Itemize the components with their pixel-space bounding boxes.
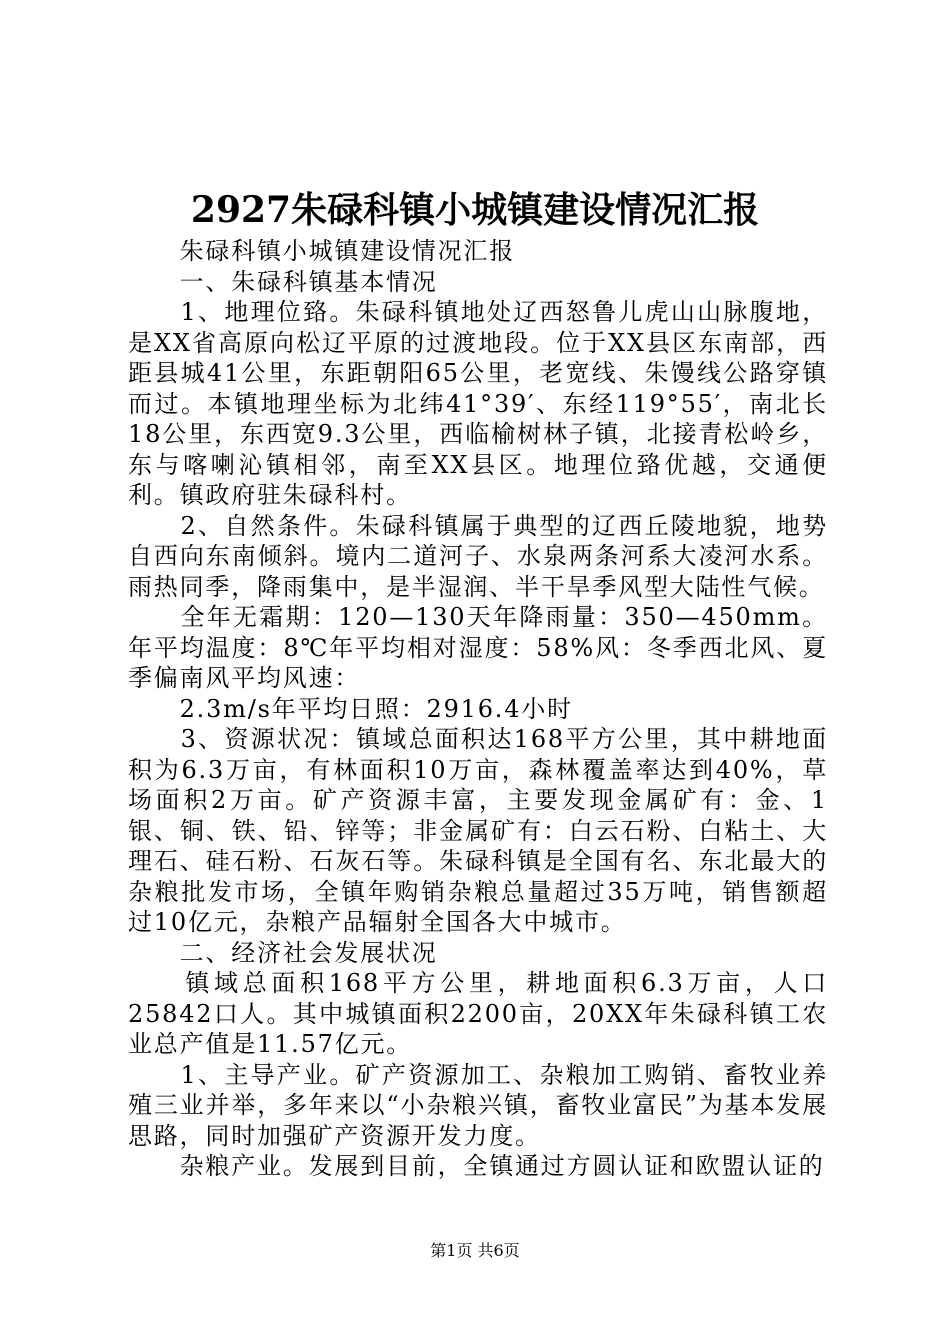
paragraph: 全年无霜期：120—130天年降雨量：350—450mm。年平均温度：8℃年平均相对湿度：58%风：冬季西北风、夏季偏南风平均风速：: [128, 603, 828, 692]
paragraph: 3、资源状况：镇域总面积达168平方公里，其中耕地面积为6.3万亩，有林面积10万亩，森林覆盖率达到40%，草场面积2万亩。矿产资源丰富，主要发现金属矿有：金、1银、铜、铁、铅、锌等；非金属矿有：白云石粉、白粘土、大理石、硅石粉、石灰石等。朱碌科镇是全国有名、东北最大的杂粮批发市场，全镇年购销杂粮总量超过35万吨，销售额超过10亿元，杂粮产品辐射全国各大中城市。: [128, 725, 828, 936]
document-title: 2927朱碌科镇小城镇建设情况汇报: [190, 189, 760, 231]
document-body: [128, 236, 828, 1182]
paragraph: 杂粮产业。发展到目前，全镇通过方圆认证和欧盟认证的: [128, 1152, 825, 1180]
paragraph: 2、自然条件。朱碌科镇属于典型的辽西丘陵地貌，地势自西向东南倾斜。境内二道河子、水泉两条河系大凌河水系。雨热同季，降雨集中，是半湿润、半干旱季风型大陆性气候。: [128, 511, 828, 601]
paragraph: 朱碌科镇小城镇建设情况汇报: [128, 237, 515, 265]
paragraph: 一、朱碌科镇基本情况: [128, 267, 438, 296]
paragraph: 二、经济社会发展状况: [128, 938, 438, 967]
paragraph: 2.3m/s年平均日照：2916.4小时: [128, 694, 573, 723]
page-footer: 第1页 共6页: [430, 1241, 520, 1260]
paragraph: 1、主导产业。矿产资源加工、杂粮加工购销、畜牧业养殖三业并举，多年来以“小杂粮兴镇，畜牧业富民”为基本发展思路，同时加强矿产资源开发力度。: [128, 1060, 828, 1150]
paragraph: 镇域总面积168平方公里，耕地面积6.3万亩，人口25842口人。其中城镇面积2200亩，20XX年朱碌科镇工农业总产值是11.57亿元。: [128, 969, 828, 1058]
paragraph: 1、地理位臵。朱碌科镇地处辽西怒鲁儿虎山山脉腹地，是XX省高原向松辽平原的过渡地段。位于XX县区东南部，西距县城41公里，东距朝阳65公里，老宽线、朱馒线公路穿镇而过。本镇地理坐标为北纬41°39′、东经119°55′，南北长18公里，东西宽9.3公里，西临榆树林子镇，北接青松岭乡，东与喀喇沁镇相邻，南至XX县区。地理位臵优越，交通便利。镇政府驻朱碌科村。: [128, 298, 828, 509]
